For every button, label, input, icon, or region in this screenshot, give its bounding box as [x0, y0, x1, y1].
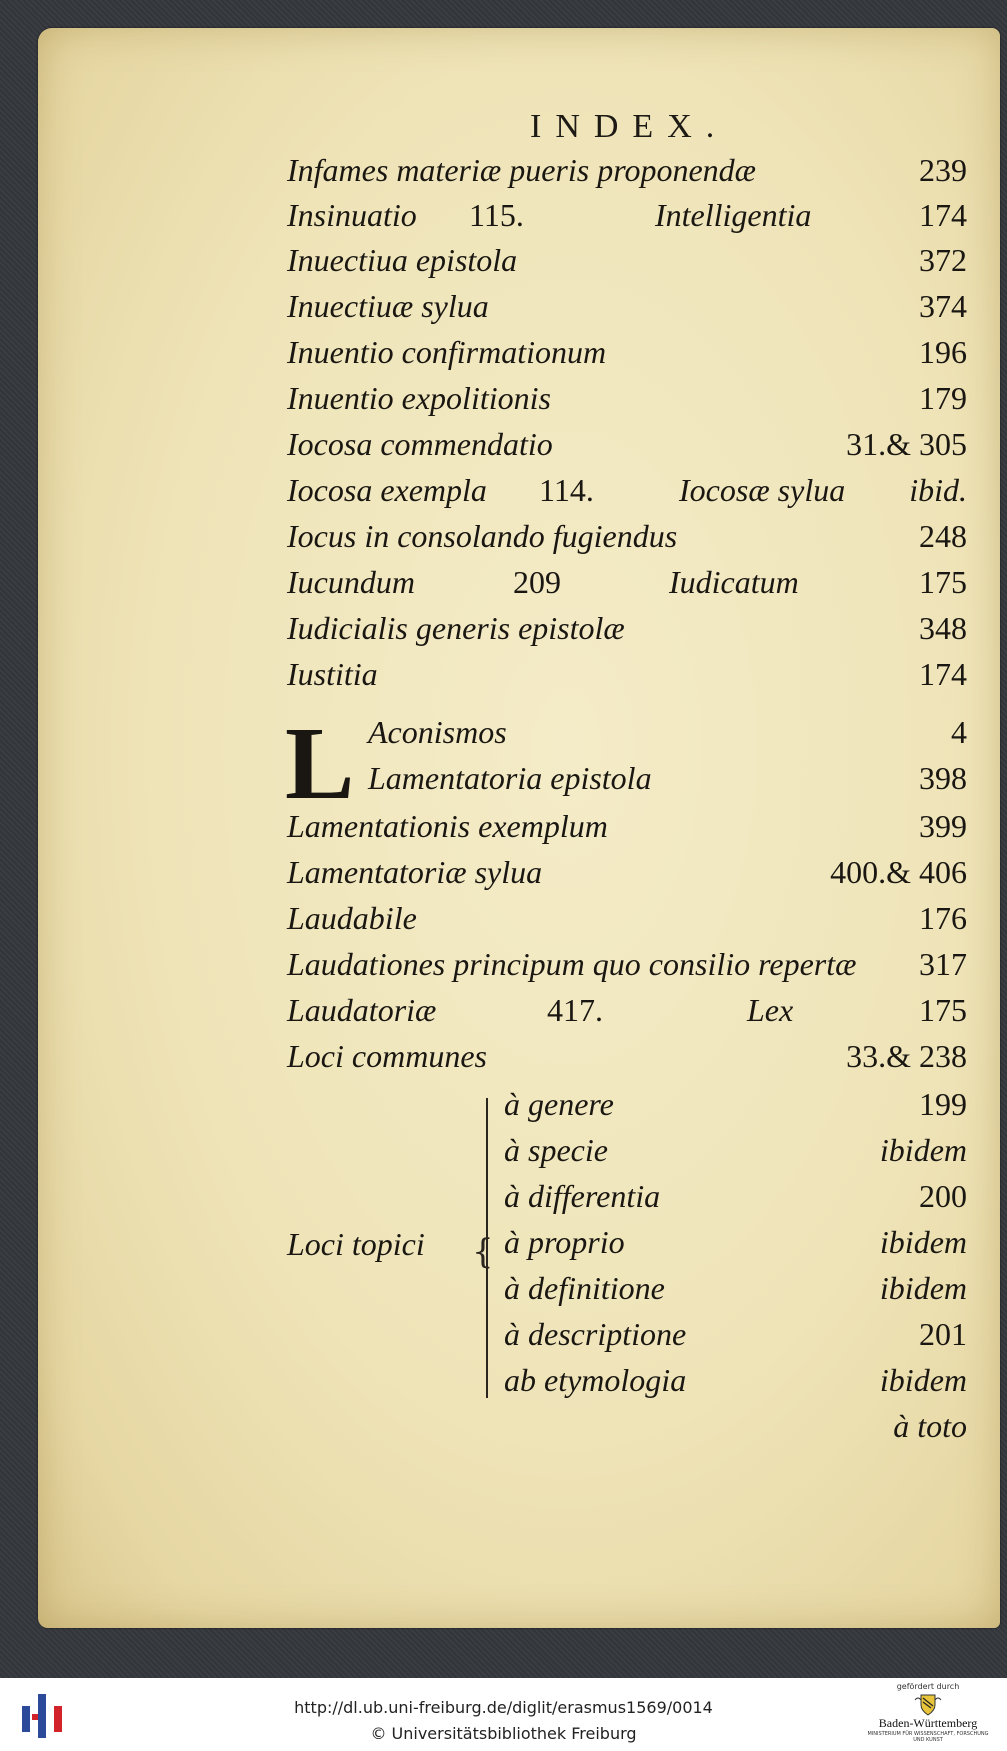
- entry-term: Inuentio confirmationum: [287, 334, 607, 370]
- subentry: [504, 1086, 967, 1132]
- initial-letter: L: [285, 706, 355, 821]
- entry-page: 31.& 305: [846, 426, 967, 462]
- subentry-page: ibidem: [879, 1362, 967, 1398]
- subentry-term: à proprio: [504, 1224, 625, 1260]
- entry-page-inline: 209: [513, 564, 561, 600]
- entry-term: Laudabile: [287, 900, 417, 936]
- entry-page: 374: [919, 288, 967, 324]
- entry-page: 348: [919, 610, 967, 646]
- entry-page-inline: 417.: [547, 992, 603, 1028]
- subentry-page: ibidem: [879, 1132, 967, 1168]
- subentry: [504, 1270, 967, 1316]
- entry-page-inline: 114.: [539, 472, 594, 508]
- entry-page: 248: [919, 518, 967, 554]
- index-entry: [287, 472, 967, 518]
- viewer-footer: [0, 1678, 1007, 1751]
- subentry: [504, 1132, 967, 1178]
- subentry: [504, 1224, 967, 1270]
- index-entry: [287, 380, 967, 426]
- entry-term-secondary: Iudicatum: [669, 564, 799, 600]
- sponsor-block: [863, 1682, 993, 1748]
- entry-page: 317: [919, 946, 967, 982]
- entry-term: Inuentio expolitionis: [287, 380, 551, 416]
- index-entry: [287, 900, 967, 946]
- entry-page-inline: 115.: [469, 197, 524, 233]
- subentry-page: ibidem: [879, 1224, 967, 1260]
- entry-term: Iocus in consolando fugiendus: [287, 518, 678, 554]
- page-header: INDEX.: [530, 108, 729, 145]
- sponsor-ministry: MINISTERIUM FÜR WISSENSCHAFT, FORSCHUNG UND KUNST: [867, 1731, 989, 1743]
- catchword: à toto: [893, 1408, 967, 1444]
- entry-page: 175: [919, 992, 967, 1028]
- entry-term: Aconismos: [368, 714, 507, 750]
- entry-page: 179: [919, 380, 967, 416]
- subentry-term: ab etymologia: [504, 1362, 687, 1398]
- entry-page: 372: [919, 242, 967, 278]
- index-entry: [287, 197, 967, 243]
- entry-term: Lamentationis exemplum: [287, 808, 608, 844]
- entry-page: 399: [919, 808, 967, 844]
- entry-page: 196: [919, 334, 967, 370]
- subentry-term: à definitione: [504, 1270, 665, 1306]
- entry-term: Inuectiua epistola: [287, 242, 518, 278]
- entry-term: Iustitia: [287, 656, 378, 692]
- entry-term: Lamentatoriæ sylua: [287, 854, 543, 890]
- brace-point: {: [472, 1232, 494, 1272]
- index-entry: [287, 946, 967, 992]
- entry-page: 398: [919, 760, 967, 796]
- entry-page: 175: [919, 564, 967, 600]
- index-entry: [287, 152, 967, 198]
- index-entry: [287, 656, 967, 702]
- subentry-page: 200: [919, 1178, 967, 1214]
- entry-term-secondary: Intelligentia: [655, 197, 812, 233]
- entry-page: ibid.: [909, 472, 967, 508]
- entry-term-secondary: Lex: [747, 992, 794, 1028]
- index-entry: [287, 854, 967, 900]
- entry-term: Insinuatio: [287, 197, 417, 233]
- copyright: © Universitätsbibliothek Freiburg: [370, 1724, 637, 1743]
- entry-page: 33.& 238: [846, 1038, 967, 1074]
- index-entry: [287, 288, 967, 334]
- index-entry: [287, 808, 967, 854]
- entry-page: 400.& 406: [830, 854, 967, 890]
- entry-term: Iudicialis generis epistolæ: [287, 610, 625, 646]
- entry-page: 174: [919, 197, 967, 233]
- sponsor-state: Baden-Württemberg: [878, 1716, 978, 1730]
- entry-page: 174: [919, 656, 967, 692]
- entry-term: Iocosa commendatio: [287, 426, 553, 462]
- entry-term: Iucundum: [287, 564, 415, 600]
- subentry-term: à differentia: [504, 1178, 661, 1214]
- index-entry: [287, 564, 967, 610]
- subentry-term: à genere: [504, 1086, 614, 1122]
- sponsor-label: gefördert durch: [896, 1682, 960, 1691]
- index-entry: [287, 518, 967, 564]
- loci-topici-label: Loci topici: [287, 1226, 425, 1262]
- index-entry: [287, 992, 967, 1038]
- index-entry: [287, 610, 967, 656]
- entry-term: Laudationes principum quo consilio repertæ: [287, 946, 857, 982]
- entry-page: 4: [951, 714, 967, 750]
- coat-of-arms-icon: [913, 1692, 943, 1716]
- entry-term: Iocosa exempla: [287, 472, 487, 508]
- entry-page: 176: [919, 900, 967, 936]
- entry-term-secondary: Iocosæ sylua: [679, 472, 846, 508]
- subentry: [504, 1178, 967, 1224]
- entry-term: Lamentatoria epistola: [368, 760, 652, 796]
- entry-term: Infames materiæ pueris proponendæ: [287, 152, 757, 188]
- index-entry: [368, 760, 967, 806]
- subentry-term: à descriptione: [504, 1316, 687, 1352]
- index-entry: [368, 714, 967, 760]
- subentry-page: ibidem: [879, 1270, 967, 1306]
- subentry-page: 199: [919, 1086, 967, 1122]
- entry-term: Laudatoriæ: [287, 992, 437, 1028]
- subentry-page: 201: [919, 1316, 967, 1352]
- index-entry: [287, 426, 967, 472]
- index-entry: [287, 1038, 967, 1084]
- permalink[interactable]: http://dl.ub.uni-freiburg.de/diglit/erasmus1569/0014: [294, 1698, 713, 1717]
- entry-term: Loci communes: [287, 1038, 487, 1074]
- subentry: [504, 1316, 967, 1362]
- index-entry: [287, 334, 967, 380]
- entry-page: 239: [919, 152, 967, 188]
- subentry-term: à specie: [504, 1132, 608, 1168]
- entry-term: Inuectiuæ sylua: [287, 288, 489, 324]
- subentry: [504, 1362, 967, 1408]
- index-entry: [287, 242, 967, 288]
